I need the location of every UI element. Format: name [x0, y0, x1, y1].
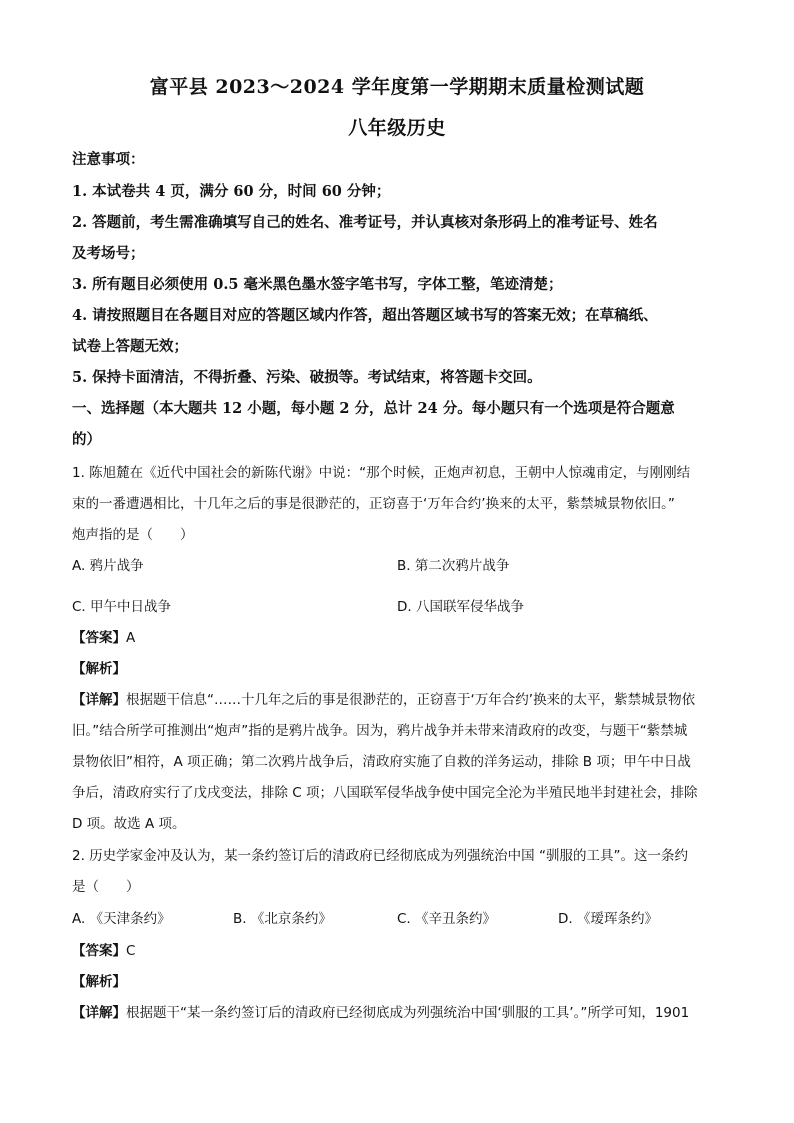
q2-detail: [72, 1003, 722, 1023]
q1-detail: [72, 690, 722, 710]
q1-option-b: B. 第二次鸦片战争: [397, 558, 510, 574]
notice-item: 及考场号；: [72, 245, 145, 262]
q1-stem: 1. 陈旭麓在《近代中国社会的新陈代谢》中说：“那个时候，正炮声初息，王朝中人惊魂甫定，与刚刚结: [72, 465, 691, 481]
q2-analysis: [72, 972, 722, 992]
notice-heading: 注意事项：: [72, 151, 145, 168]
detail-text: 根据题干“某一条约签订后的清政府已经彻底成为列强统治中国‘驯服的工具’。”所学可知，1901: [126, 1005, 690, 1021]
section-heading: 一、选择题（本大题共 12 小题，每小题 2 分，总计 24 分。每小题只有一个选项是符合题意: [72, 400, 675, 417]
analysis-tag: 【解析】: [72, 661, 126, 677]
section-heading-cont: 的）: [72, 431, 101, 448]
notice-item: 试卷上答题无效；: [72, 338, 188, 355]
answer-tag: 【答案】: [72, 943, 126, 959]
q1-stem: 炮声指的是（ ）: [72, 527, 194, 543]
q2-stem: 2. 历史学家金冲及认为，某一条约签订后的清政府已经彻底成为列强统治中国 “驯服的工具”。这一条约: [72, 848, 688, 864]
q2-option-d: D. 《瑷珲条约》: [558, 911, 658, 927]
notice-item: 2. 答题前，考生需准确填写自己的姓名、准考证号，并认真核对条形码上的准考证号、姓名: [72, 214, 658, 231]
q1-answer: [72, 628, 722, 648]
q1-detail-line: 旧。”结合所学可推测出“炮声”指的是鸦片战争。因为，鸦片战争并未带来清政府的改变，与题干“紫禁城: [72, 723, 688, 739]
q2-option-b: B. 《北京条约》: [233, 911, 332, 927]
q1-option-c: C. 甲午中日战争: [72, 599, 172, 615]
detail-tag: 【详解】: [72, 692, 126, 708]
q1-stem: 束的一番遭遇相比，十几年之后的事是很渺茫的，正窃喜于‘万年合约’换来的太平，紫禁城景物依旧。”: [72, 496, 675, 512]
notice-item: 5. 保持卡面清洁，不得折叠、污染、破损等。考试结束，将答题卡交回。: [72, 369, 542, 386]
answer-value: C: [126, 943, 136, 959]
q1-option-a: A. 鸦片战争: [72, 558, 144, 574]
q2-answer: [72, 941, 722, 961]
q1-analysis: [72, 659, 722, 679]
notice-item: 1. 本试卷共 4 页，满分 60 分，时间 60 分钟；: [72, 183, 391, 200]
detail-text: 根据题干信息“……十几年之后的事是很渺茫的，正窃喜于‘万年合约’换来的太平，紫禁城景物依: [126, 692, 696, 708]
q1-option-d: D. 八国联军侵华战争: [397, 599, 524, 615]
q1-detail-line: D 项。故选 A 项。: [72, 816, 186, 832]
answer-tag: 【答案】: [72, 630, 126, 646]
q2-option-a: A. 《天津条约》: [72, 911, 171, 927]
q2-option-c: C. 《辛丑条约》: [397, 911, 497, 927]
q1-detail-line: 争后，清政府实行了戊戌变法，排除 C 项；八国联军侵华战争使中国完全沦为半殖民地半封建社会，排除: [72, 785, 698, 801]
q2-stem: 是（ ）: [72, 879, 140, 895]
exam-subtitle: 八年级历史: [348, 117, 446, 139]
analysis-tag: 【解析】: [72, 974, 126, 990]
notice-item: 3. 所有题目必须使用 0.5 毫米黑色墨水签字笔书写，字体工整，笔迹清楚；: [72, 276, 563, 293]
detail-tag: 【详解】: [72, 1005, 126, 1021]
exam-title: 富平县 2023～2024 学年度第一学期期末质量检测试题: [149, 76, 645, 98]
q1-detail-line: 景物依旧”相符，A 项正确；第二次鸦片战争后，清政府实施了自救的洋务运动，排除 B 项；甲午中日战: [72, 754, 691, 770]
answer-value: A: [126, 630, 136, 646]
notice-item: 4. 请按照题目在各题目对应的答题区域内作答，超出答题区域书写的答案无效；在草稿纸、: [72, 307, 658, 324]
